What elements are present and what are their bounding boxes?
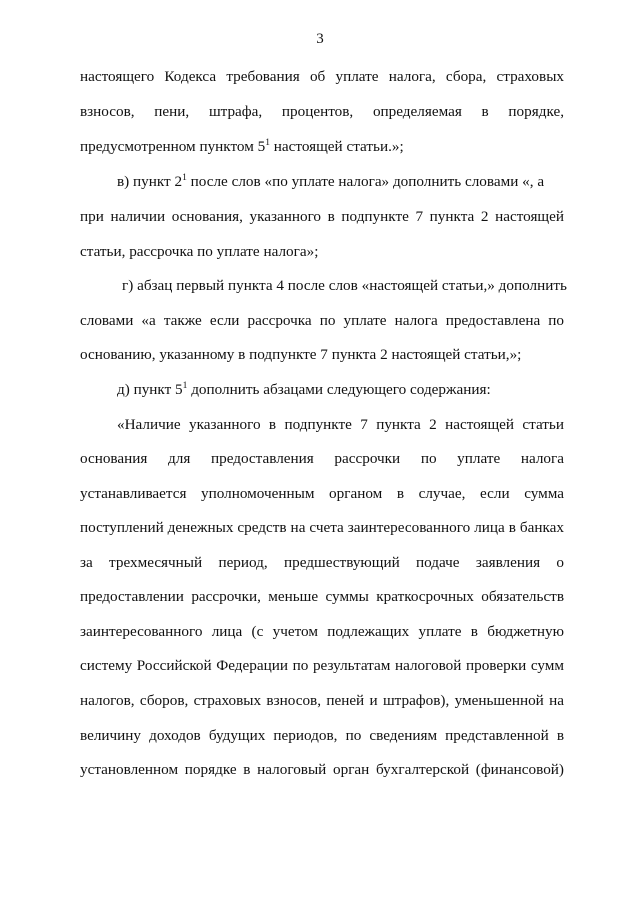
superscript: 1	[265, 138, 270, 148]
text-line: устанавливается уполномоченным органом в случае, если сумма	[80, 485, 564, 502]
text-fragment: настоящей статьи.»;	[269, 138, 404, 155]
superscript: 1	[182, 173, 187, 183]
text-fragment: предусмотренном пунктом 5	[80, 138, 266, 155]
text-line: поступлений денежных средств на счета заинтересованного лица в банках	[80, 519, 564, 536]
text-line	[80, 138, 564, 156]
text-line: установленном порядке в налоговый орган бухгалтерской (финансовой)	[80, 761, 564, 778]
text-line: основания для предоставления рассрочки по уплате налога	[80, 450, 564, 467]
text-fragment: дополнить абзацами следующего содержания:	[187, 381, 491, 398]
text-line: величину доходов будущих периодов, по сведениям представленной в	[80, 727, 564, 744]
text-line: основанию, указанному в подпункте 7 пункта 2 настоящей статьи,»;	[80, 346, 522, 363]
text-fragment: д) пункт 5	[117, 381, 183, 398]
text-line: заинтересованного лица (с учетом подлежащих уплате в бюджетную	[80, 623, 564, 640]
text-fragment: в) пункт 2	[117, 173, 183, 190]
text-line: взносов, пени, штрафа, процентов, определяемая в порядке,	[80, 103, 564, 120]
text-line: налогов, сборов, страховых взносов, пеней и штрафов), уменьшенной на	[80, 692, 564, 709]
page-number: 3	[316, 31, 324, 47]
text-line: при наличии основания, указанного в подпункте 7 пункта 2 настоящей	[80, 208, 564, 225]
text-line: систему Российской Федерации по результатам налоговой проверки сумм	[80, 657, 564, 674]
text-line: настоящего Кодекса требования об уплате налога, сбора, страховых	[80, 68, 564, 85]
text-fragment: после слов «по уплате налога» дополнить словами «, а	[186, 173, 545, 190]
text-line	[117, 381, 564, 399]
text-line: за трехмесячный период, предшествующий подаче заявления о	[80, 554, 564, 571]
text-line: предоставлении рассрочки, меньше суммы краткосрочных обязательств	[80, 588, 564, 605]
text-line: статьи, рассрочка по уплате налога»;	[80, 243, 319, 260]
text-line	[117, 173, 564, 191]
text-line: «Наличие указанного в подпункте 7 пункта 2 настоящей статьи	[117, 416, 564, 433]
superscript: 1	[182, 381, 188, 391]
text-line: г) абзац первый пункта 4 после слов «настоящей статьи,» дополнить	[122, 277, 567, 294]
text-line: словами «а также если рассрочка по уплате налога предоставлена по	[80, 312, 564, 329]
